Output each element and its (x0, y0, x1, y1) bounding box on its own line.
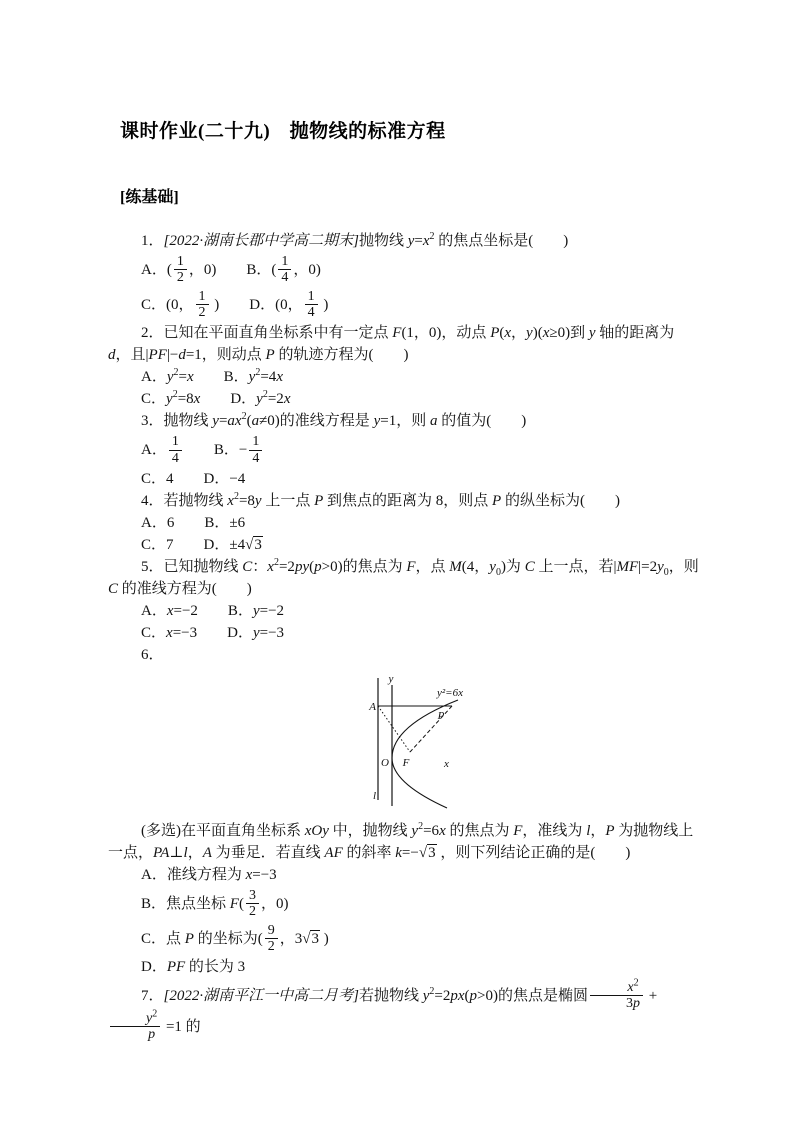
question-5-stem: 5．已知抛物线 C：$x^2=2py(p>0)$的焦点为 F，点 M(4，$y_0$)为 C 上一点，若$|MF|=2y_0$，则 C 的准线方程为( ) (108, 556, 699, 597)
parabola-curve-upper (392, 700, 458, 758)
question-7-stem: 7．[2022·湖南平江一中高二月考]若抛物线 $y^2=2px(p>0)$的焦点是椭圆 $\frac{x^2}{3p}$ + $\frac{y^2}{p}$ =1 的 (108, 978, 700, 1044)
parabola-figure (340, 672, 480, 812)
question-6-option-a: A．准线方程为 x=−3 (141, 866, 277, 883)
question-6-number: 6． (141, 646, 164, 663)
question-3-options-cd: C．4 D．−4 (141, 470, 246, 487)
question-5-options-cd: C．x=−3 D．y=−3 (141, 624, 285, 641)
point-p-label: P (437, 709, 445, 722)
question-1-options-cd: C．(0， $\frac{1}{2}$ ) D．(0， $\frac{1}{4}$ ) (141, 289, 329, 321)
question-5-options-ab: A．x=−2 B．y=−2 (141, 602, 285, 619)
equation-label: y²=6x (437, 686, 463, 699)
question-4-options-cd: C．7 D．±4√3 (141, 536, 262, 553)
section-label: [练基础] (120, 189, 179, 206)
question-6-option-b: B．焦点坐标 F( $\frac{3}{2}$ ，0) (141, 887, 289, 919)
worksheet-content (108, 230, 700, 1045)
question-6-figure (340, 672, 480, 812)
question-4-options-ab: A．6 B．±6 (141, 514, 246, 531)
line-af-dotted (378, 706, 410, 752)
question-4-stem: 4．若抛物线 $x^2=8y$ 上一点 P 到焦点的距离为 8，则点 P 的纵坐标为( ) (141, 490, 620, 509)
point-a-label: A (369, 700, 376, 713)
parabola-curve-lower (392, 758, 447, 808)
x-axis-label: x (444, 757, 449, 770)
question-6-stem: (多选)在平面直角坐标系 xOy 中，抛物线 $y^2=6x$ 的焦点为 F，准线为 l，P 为抛物线上一点，PA⊥l，A 为垂足．若直线 AF 的斜率 k=−√3 ，则下列结论正确的是( ) (108, 820, 694, 861)
question-3-stem: 3．抛物线 $y=ax^2(a\ne 0)$的准线方程是 y=1，则 a 的值为( ) (141, 411, 527, 430)
y-axis-label: y (388, 672, 394, 685)
page-title: 课时作业(二十九) 抛物线的标准方程 (120, 121, 446, 142)
question-2-stem: 2．已知在平面直角坐标系中有一定点 F(1，0)，动点 P(x，y)(x≥0)到 y 轴的距离为 d，且|PF|−d=1，则动点 P 的轨迹方程为( ) (108, 325, 675, 364)
question-1-options-ab: A．( $\frac{1}{2}$ ，0) B．( $\frac{1}{4}$ ，0) (141, 254, 321, 286)
question-2-options-cd: C．$y^2=8x$ D．$y^2=2x$ (141, 389, 291, 408)
question-1-stem: 1．[2022·湖南长郡中学高二期末]抛物线 $y=x^2$ 的焦点坐标是( ) (141, 231, 569, 249)
question-6-option-c: C．点 P 的坐标为( $\frac{9}{2}$ ，3√3 ) (141, 922, 329, 954)
question-3-options-ab: A． $\frac{1}{4}$ B．− $\frac{1}{4}$ (108, 432, 700, 467)
question-2-options-ab: A．$y^2=x$ B．$y^2=4x$ (141, 367, 283, 386)
question-6-option-d: D．PF 的长为 3 (141, 959, 246, 976)
focus-label: F (402, 756, 410, 769)
directrix-label: l (372, 789, 376, 802)
origin-label: O (381, 756, 389, 769)
